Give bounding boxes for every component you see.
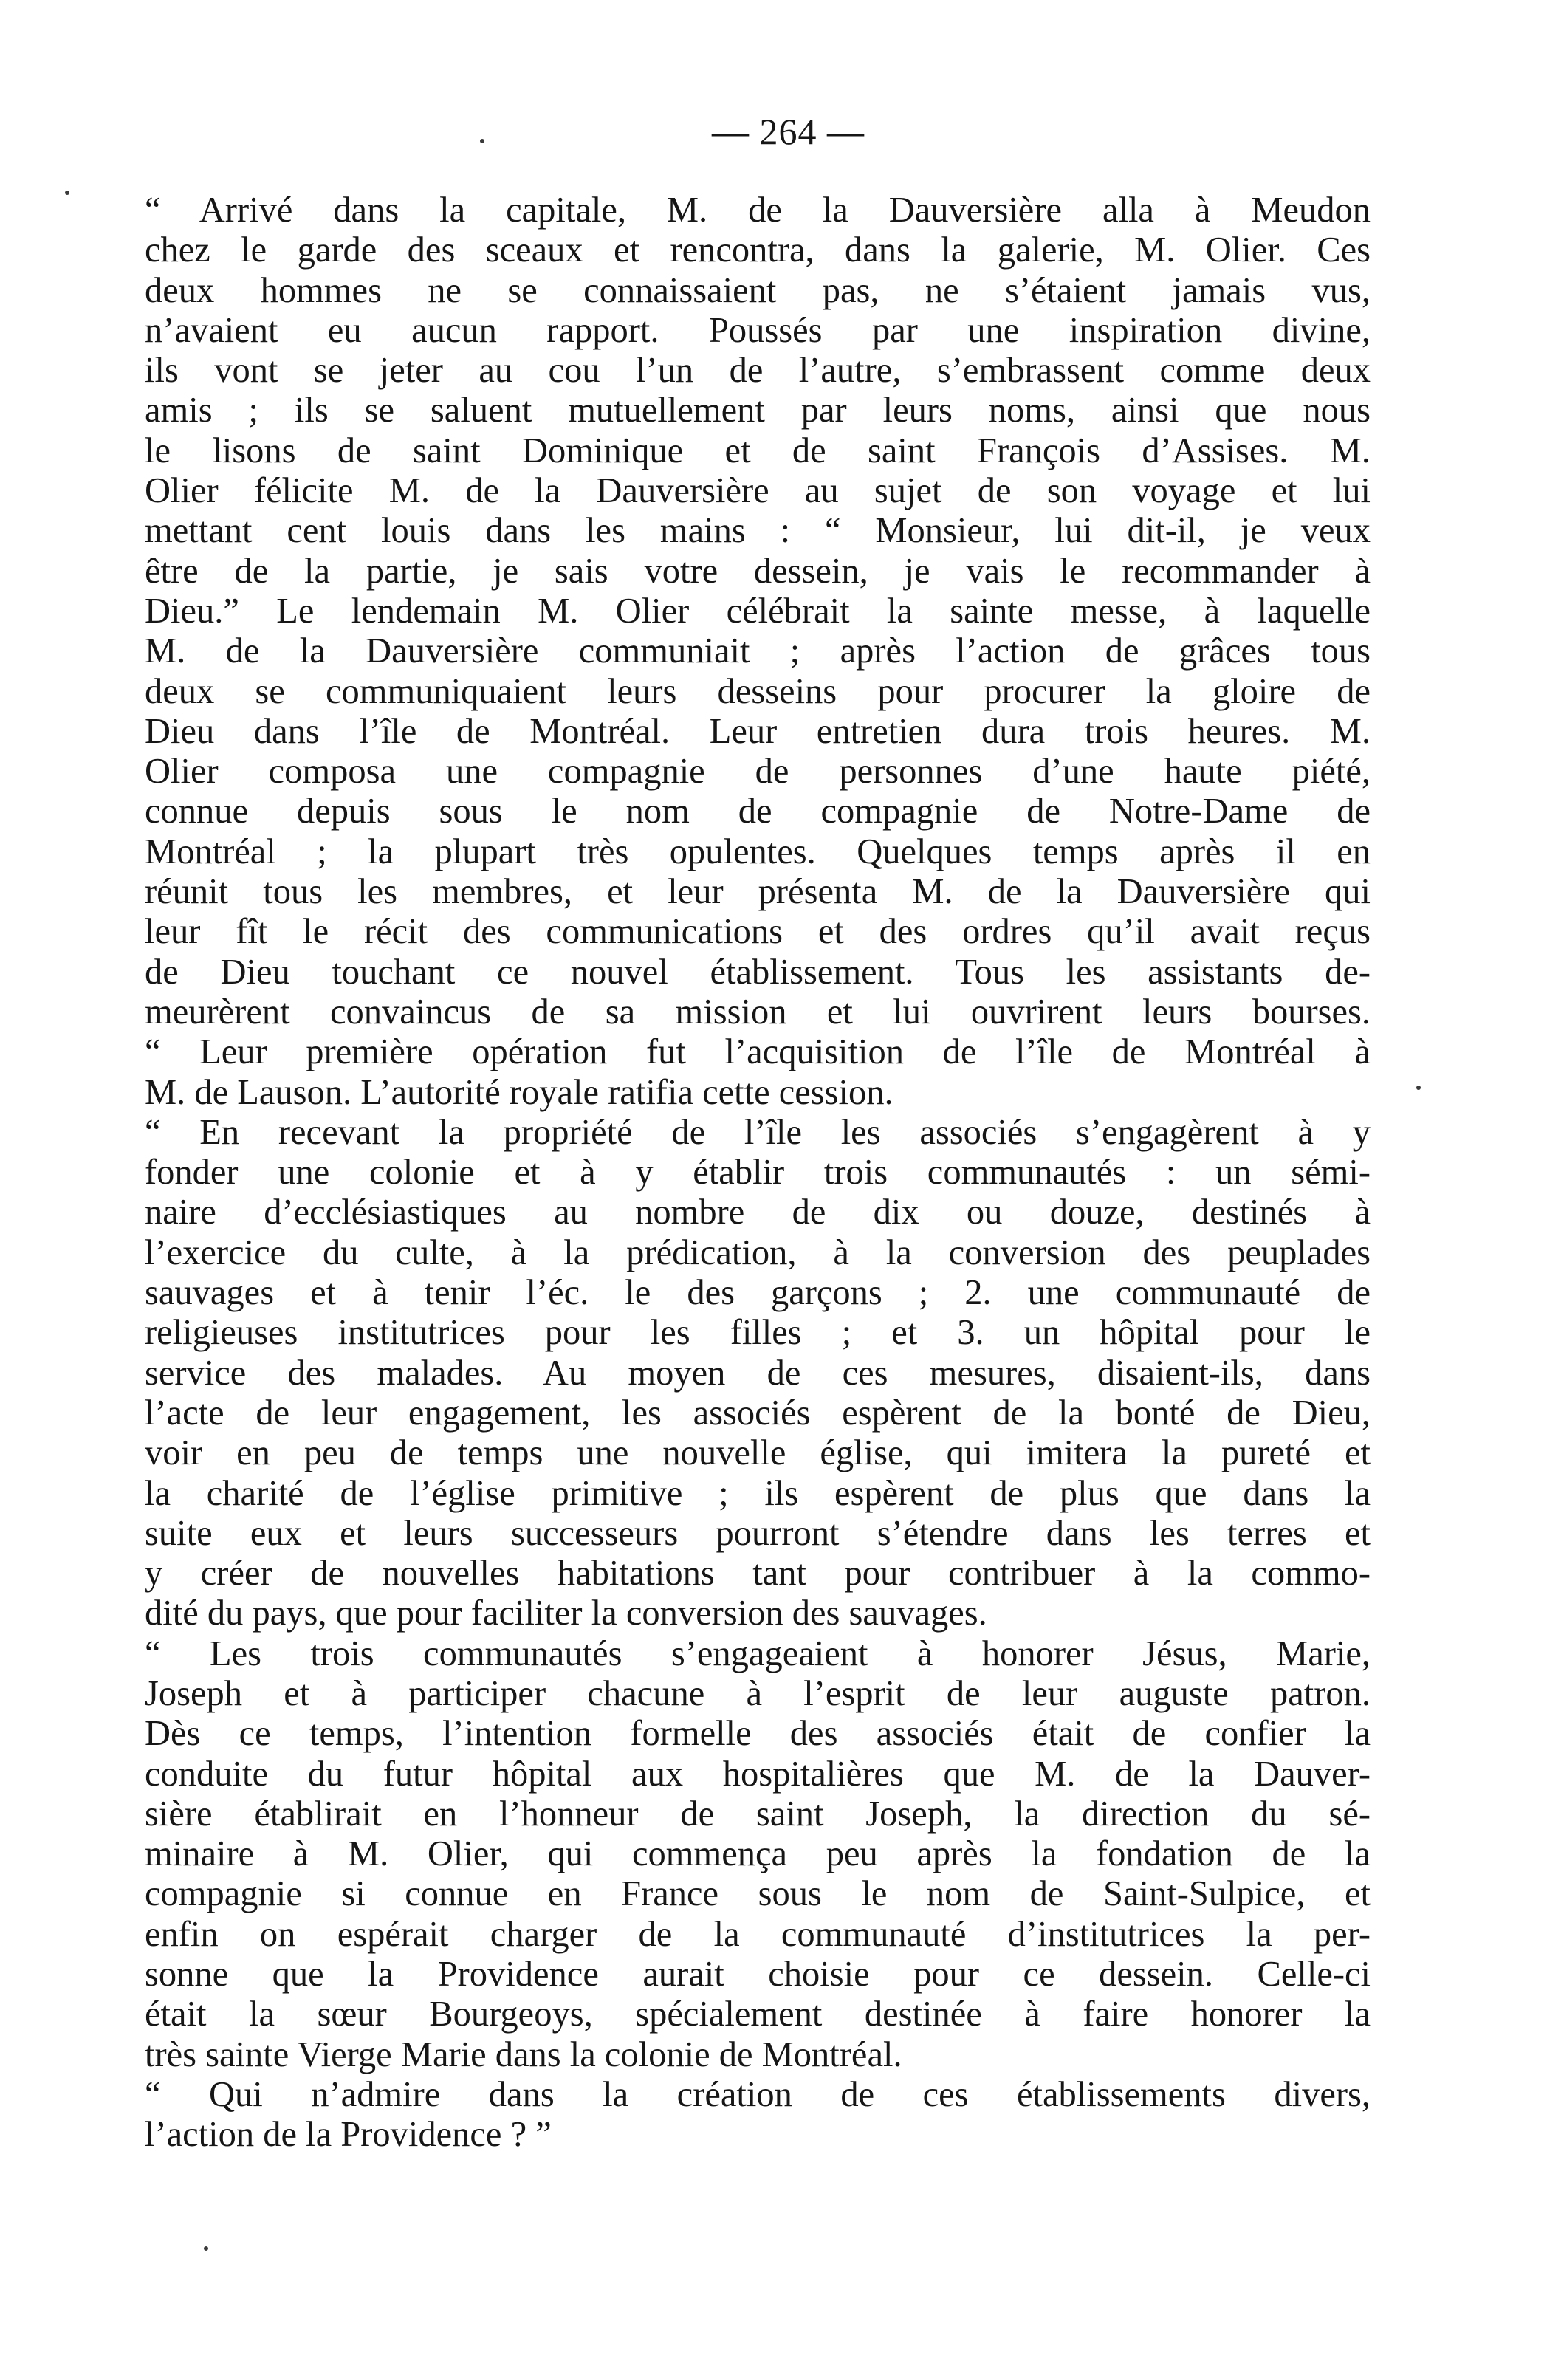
- text-line: mettant cent louis dans les mains : “ Monsieur, lui dit-il, je veux: [145, 511, 1371, 551]
- text-line: le lisons de saint Dominique et de saint François d’Assises. M.: [145, 431, 1371, 470]
- text-line: “ Arrivé dans la capitale, M. de la Dauversière alla à Meudon: [145, 191, 1371, 230]
- text-line: conduite du futur hôpital aux hospitalières que M. de la Dauver-: [145, 1754, 1371, 1794]
- text-line: minaire à M. Olier, qui commença peu après la fondation de la: [145, 1834, 1371, 1874]
- text-line: la charité de l’église primitive ; ils espèrent de plus que dans la: [145, 1473, 1371, 1513]
- text-line: chez le garde des sceaux et rencontra, dans la galerie, M. Olier. Ces: [145, 230, 1371, 270]
- text-line: l’acte de leur engagement, les associés espèrent de la bonté de Dieu,: [145, 1393, 1371, 1433]
- text-line: connue depuis sous le nom de compagnie de Notre-Dame de: [145, 792, 1371, 831]
- text-line: l’action de la Providence ? ”: [145, 2115, 552, 2155]
- text-line: suite eux et leurs successeurs pourront s’étendre dans les terres et: [145, 1513, 1371, 1553]
- text-line: “ Leur première opération fut l’acquisition de l’île de Montréal à: [145, 1032, 1371, 1072]
- text-line: leur fît le récit des communications et des ordres qu’il avait reçus: [145, 912, 1371, 952]
- body-text: [145, 191, 1371, 2156]
- text-line: “ En recevant la propriété de l’île les associés s’engagèrent à y: [145, 1112, 1371, 1152]
- text-line: était la sœur Bourgeoys, spécialement destinée à faire honorer la: [145, 1995, 1371, 2034]
- text-line: Dès ce temps, l’intention formelle des associés était de confier la: [145, 1714, 1371, 1754]
- text-line: sière établirait en l’honneur de saint Joseph, la direction du sé-: [145, 1794, 1371, 1834]
- text-line: Montréal ; la plupart très opulentes. Quelques temps après il en: [145, 831, 1371, 871]
- text-line: meurèrent convaincus de sa mission et lui ouvrirent leurs bourses.: [145, 992, 1371, 1032]
- text-line: M. de la Dauversière communiait ; après l’action de grâces tous: [145, 631, 1371, 671]
- text-line: Dieu dans l’île de Montréal. Leur entretien dura trois heures. M.: [145, 711, 1371, 751]
- print-speck: [480, 139, 484, 143]
- text-line: sauvages et à tenir l’éc. le des garçons ; 2. une communauté de: [145, 1273, 1371, 1313]
- page-number: — 264 —: [712, 111, 865, 152]
- print-speck: [65, 191, 69, 195]
- text-line: être de la partie, je sais votre dessein, je vais le recommander à: [145, 551, 1371, 591]
- text-line: Olier félicite M. de la Dauversière au sujet de son voyage et lui: [145, 471, 1371, 511]
- text-line: enfin on espérait charger de la communauté d’institutrices la per-: [145, 1914, 1371, 1954]
- text-line: amis ; ils se saluent mutuellement par leurs noms, ainsi que nous: [145, 391, 1371, 431]
- text-line: M. de Lauson. L’autorité royale ratifia cette cession.: [145, 1072, 893, 1112]
- text-line: religieuses institutrices pour les filles ; et 3. un hôpital pour le: [145, 1313, 1371, 1353]
- text-line: réunit tous les membres, et leur présenta M. de la Dauversière qui: [145, 872, 1371, 912]
- text-line: l’exercice du culte, à la prédication, à la conversion des peuplades: [145, 1232, 1371, 1272]
- text-line: deux se communiquaient leurs desseins pour procurer la gloire de: [145, 671, 1371, 711]
- text-line: Dieu.” Le lendemain M. Olier célébrait la sainte messe, à laquelle: [145, 591, 1371, 631]
- text-line: compagnie si connue en France sous le nom de Saint-Sulpice, et: [145, 1874, 1371, 1914]
- text-line: Olier composa une compagnie de personnes d’une haute piété,: [145, 752, 1371, 792]
- text-line: y créer de nouvelles habitations tant pour contribuer à la commo-: [145, 1554, 1371, 1594]
- text-line: voir en peu de temps une nouvelle église, qui imitera la pureté et: [145, 1433, 1371, 1473]
- text-line: “ Les trois communautés s’engageaient à honorer Jésus, Marie,: [145, 1633, 1371, 1673]
- text-line: ils vont se jeter au cou l’un de l’autre, s’embrassent comme deux: [145, 351, 1371, 391]
- print-speck: [1416, 1086, 1421, 1090]
- text-line: fonder une colonie et à y établir trois communautés : un sémi-: [145, 1153, 1371, 1193]
- print-speck: [204, 2246, 208, 2251]
- text-line: sonne que la Providence aurait choisie pour ce dessein. Celle-ci: [145, 1955, 1371, 1995]
- text-line: service des malades. Au moyen de ces mesures, disaient-ils, dans: [145, 1353, 1371, 1393]
- text-line: “ Qui n’admire dans la création de ces établissements divers,: [145, 2074, 1371, 2114]
- text-line: n’avaient eu aucun rapport. Poussés par une inspiration divine,: [145, 310, 1371, 350]
- text-line: de Dieu touchant ce nouvel établissement. Tous les assistants de-: [145, 952, 1371, 992]
- text-line: deux hommes ne se connaissaient pas, ne s’étaient jamais vus,: [145, 270, 1371, 310]
- text-line: dité du pays, que pour faciliter la conversion des sauvages.: [145, 1594, 987, 1633]
- text-line: très sainte Vierge Marie dans la colonie de Montréal.: [145, 2034, 902, 2074]
- text-line: naire d’ecclésiastiques au nombre de dix ou douze, destinés à: [145, 1193, 1371, 1232]
- text-line: Joseph et à participer chacune à l’esprit de leur auguste patron.: [145, 1673, 1371, 1713]
